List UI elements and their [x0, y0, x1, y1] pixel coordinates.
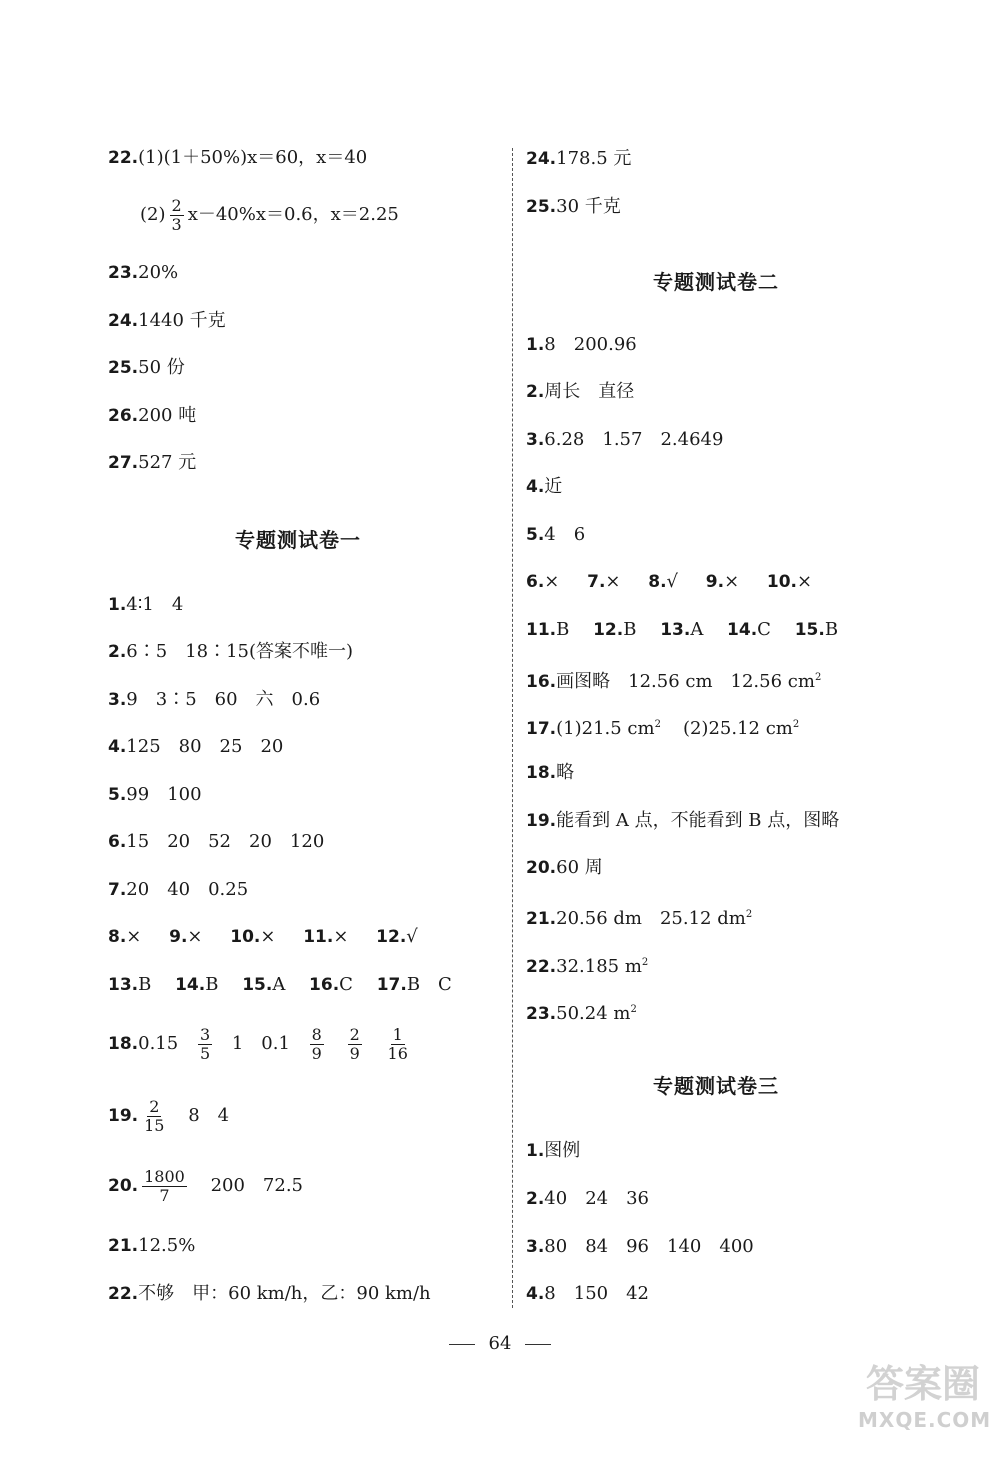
mc-item: 12.B: [593, 619, 637, 640]
mc-item: 14.C: [727, 619, 771, 640]
s1-answer-1: 1.4∶1 4: [108, 594, 184, 615]
fraction: $\frac{3}{5}$: [199, 1024, 211, 1063]
s1-answer-19: 19. $\frac{2}{15}$ 8 4: [108, 1096, 230, 1135]
mc-item: 13.A: [660, 619, 704, 640]
page-number: 64: [0, 1333, 1000, 1354]
section-heading-3: 专题测试卷三: [653, 1074, 779, 1098]
watermark-logo: 答案圈 MXQE.COM: [858, 1362, 992, 1432]
s3-answer-2: 2.40 24 36: [526, 1188, 650, 1209]
section-heading-2: 专题测试卷二: [653, 270, 779, 294]
s1-answer-4: 4.125 80 25 20: [108, 736, 284, 757]
s2-true-false-row: [526, 571, 834, 593]
s1-true-false-row: [108, 926, 440, 948]
s2-choice-row: [526, 619, 856, 641]
answer-25: 25.30 千克: [526, 196, 621, 217]
answer-22-1: 22.(1)(1＋50%)x＝60，x＝40: [108, 147, 368, 168]
tf-item: 6.×: [526, 571, 560, 592]
s2-answer-3: 3.6.28 1.57 2.4649: [526, 429, 724, 450]
s1-answer-3: 3.9 3∶5 60 六 0.6: [108, 689, 321, 710]
answer-22-2: (2) $\frac{2}{3}$ x－40%x＝0.6，x＝2.25: [140, 195, 399, 234]
tf-item: 9.×: [705, 571, 740, 592]
tf-item: 8.√: [648, 571, 679, 592]
answer-23: 23.20%: [108, 262, 179, 283]
tf-item: 7.×: [587, 571, 621, 592]
s2-answer-18: 18.略: [526, 762, 575, 783]
s2-answer-23: 23.50.24 $m^2$: [526, 1003, 637, 1024]
s2-answer-20: 20.60 周: [526, 857, 603, 878]
s2-answer-16: 16.画图略 12.56 cm 12.56 $cm^2$: [526, 671, 822, 692]
mc-item: 15.A: [242, 974, 286, 995]
fraction: $\frac{2}{3}$: [171, 195, 182, 234]
s1-answer-21: 21.12.5%: [108, 1235, 196, 1256]
mc-item: 17.B C: [376, 974, 452, 995]
tf-item: 10.×: [230, 926, 276, 947]
s1-answer-2: 2.6∶5 18∶15(答案不唯一): [108, 641, 354, 662]
fraction: $\frac{2}{15}$: [144, 1096, 165, 1135]
s2-answer-17: 17.(1)21.5 $cm^2$ (2)25.12 $cm^2$: [526, 718, 800, 739]
mc-item: 16.C: [309, 974, 353, 995]
answer-24: 24.1440 千克: [108, 310, 226, 331]
s2-answer-22: 22.32.185 $m^2$: [526, 956, 649, 977]
section-heading-1: 专题测试卷一: [235, 528, 361, 552]
fraction: $\frac{1}{16}$: [387, 1024, 408, 1063]
answer-27: 27.527 元: [108, 452, 197, 473]
fraction: $\frac{2}{9}$: [349, 1024, 360, 1063]
s1-answer-6: 6.15 20 52 20 120: [108, 831, 325, 852]
s1-answer-22: 22.不够 甲：60 km/h，乙：90 km/h: [108, 1283, 431, 1304]
s2-answer-1: 1.8 200.96: [526, 334, 637, 355]
s1-answer-5: 5.99 100: [108, 784, 202, 805]
column-divider: [512, 148, 513, 1308]
answer-25: 25.50 份: [108, 357, 185, 378]
s3-answer-3: 3.80 84 96 140 400: [526, 1236, 754, 1257]
tf-item: 10.×: [766, 571, 813, 592]
s3-answer-4: 4.8 150 42: [526, 1283, 650, 1304]
s1-answer-7: 7.20 40 0.25: [108, 879, 249, 900]
s1-choice-row: [108, 974, 470, 996]
s3-answer-1: 1.图例: [526, 1140, 581, 1161]
fraction: $\frac{1800}{7}$: [144, 1166, 185, 1205]
s1-answer-18: 18.0.15 $\frac{3}{5}$ 1 0.1 $\frac{8}{9}$ $\frac{2}{9}$ $\frac{1}{16}$: [108, 1024, 408, 1063]
fraction: $\frac{8}{9}$: [311, 1024, 322, 1063]
tf-item: 11.×: [303, 926, 349, 947]
answer-24: 24.178.5 元: [526, 148, 632, 169]
s2-answer-2: 2.周长 直径: [526, 381, 635, 402]
mc-item: 13.B: [108, 974, 152, 995]
s1-answer-20: 20. $\frac{1800}{7}$ 200 72.5: [108, 1166, 304, 1205]
s2-answer-21: 21.20.56 dm 25.12 $dm^2$: [526, 908, 753, 929]
s2-answer-5: 5.4 6: [526, 524, 586, 545]
s2-answer-19: 19.能看到 A 点，不能看到 B 点，图略: [526, 810, 840, 831]
tf-item: 8.×: [108, 926, 142, 947]
tf-item: 12.√: [376, 926, 418, 947]
tf-item: 9.×: [169, 926, 203, 947]
mc-item: 11.B: [526, 619, 570, 640]
mc-item: 14.B: [175, 974, 219, 995]
answer-26: 26.200 吨: [108, 405, 197, 426]
mc-item: 15.B: [794, 619, 839, 640]
s2-answer-4: 4.近: [526, 476, 563, 497]
